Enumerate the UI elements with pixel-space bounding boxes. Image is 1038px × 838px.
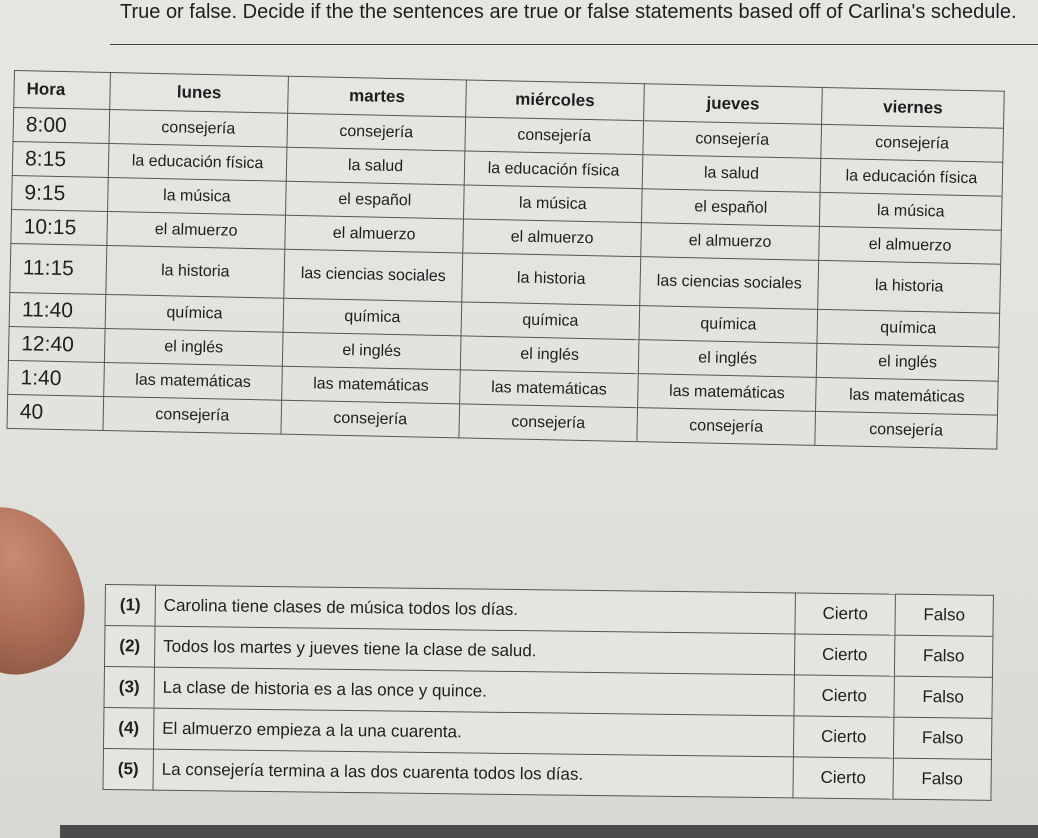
class-cell: el inglés [638, 340, 817, 378]
time-cell: 10:15 [11, 209, 108, 245]
questions-table [102, 584, 993, 801]
column-header: martes [288, 76, 467, 117]
class-cell: la música [819, 192, 1002, 230]
falso-option[interactable]: Falso [893, 717, 991, 759]
class-cell: el almuerzo [285, 215, 464, 253]
column-header: miércoles [466, 80, 645, 121]
class-cell: consejería [103, 396, 282, 434]
column-header: Hora [14, 71, 111, 110]
time-cell: 1:40 [8, 360, 105, 396]
class-cell: consejería [815, 411, 998, 449]
class-cell: la educación física [464, 151, 643, 189]
class-cell: la educación física [820, 158, 1003, 196]
class-cell: química [105, 294, 284, 332]
time-cell: 12:40 [8, 326, 105, 362]
time-cell: 8:00 [13, 108, 110, 144]
desk-edge [60, 825, 1038, 838]
column-header: viernes [822, 87, 1005, 128]
question-number: (3) [104, 666, 154, 708]
class-cell: la música [108, 177, 287, 215]
cierto-option[interactable]: Cierto [794, 634, 894, 676]
class-cell: consejería [465, 117, 644, 155]
class-cell: el inglés [104, 328, 283, 366]
class-cell: la historia [818, 260, 1001, 313]
class-cell: consejería [109, 110, 288, 148]
class-cell: el español [286, 181, 465, 219]
question-text: La clase de historia es a las once y quince. [154, 667, 794, 716]
class-cell: el español [641, 189, 820, 227]
question-text: Carolina tiene clases de música todos los días. [155, 585, 795, 634]
class-cell: las ciencias sociales [284, 249, 463, 302]
class-cell: el almuerzo [463, 219, 642, 257]
class-cell: la educación física [108, 144, 287, 182]
schedule-table [6, 70, 1004, 450]
cierto-option[interactable]: Cierto [795, 593, 895, 635]
falso-option[interactable]: Falso [895, 594, 993, 636]
time-cell: 8:15 [12, 141, 109, 177]
column-header: jueves [644, 84, 823, 125]
class-cell: las matemáticas [816, 377, 999, 415]
class-cell: las matemáticas [104, 362, 283, 400]
time-cell: 40 [7, 394, 104, 430]
class-cell: consejería [281, 400, 460, 438]
question-number: (2) [104, 626, 154, 668]
time-cell: 11:40 [9, 292, 106, 328]
falso-option[interactable]: Falso [894, 635, 992, 677]
cierto-option[interactable]: Cierto [793, 757, 893, 799]
class-cell: consejería [459, 404, 638, 442]
class-cell: consejería [643, 121, 822, 159]
question-text: Todos los martes y jueves tiene la clase de salud. [154, 626, 794, 675]
class-cell: la salud [286, 147, 465, 185]
class-cell: consejería [637, 408, 816, 446]
class-cell: la historia [462, 253, 641, 306]
class-cell: química [283, 298, 462, 336]
class-cell: las matemáticas [282, 366, 461, 404]
question-text: El almuerzo empieza a la una cuarenta. [153, 708, 793, 757]
class-cell: química [461, 302, 640, 340]
column-header: lunes [110, 73, 289, 114]
schedule-table-container [6, 70, 1003, 450]
class-cell: la música [463, 185, 642, 223]
class-cell: química [639, 306, 818, 344]
questions-table-container [102, 584, 992, 801]
cierto-option[interactable]: Cierto [794, 675, 894, 717]
time-cell: 11:15 [10, 243, 107, 294]
class-cell: química [817, 309, 1000, 347]
class-cell: el inglés [282, 332, 461, 370]
falso-option[interactable]: Falso [894, 676, 992, 718]
class-cell: el inglés [460, 336, 639, 374]
instructions-text: True or false. Decide if the the sentences are true or false statements based off of Carlina's schedule. [120, 1, 1017, 23]
header-divider [110, 44, 1038, 45]
falso-option[interactable]: Falso [893, 758, 991, 800]
class-cell: las matemáticas [460, 370, 639, 408]
class-cell: el inglés [816, 343, 999, 381]
class-cell: las ciencias sociales [640, 257, 819, 310]
class-cell: consejería [821, 124, 1004, 162]
cierto-option[interactable]: Cierto [793, 716, 893, 758]
class-cell: el almuerzo [819, 226, 1002, 264]
question-text: La consejería termina a las dos cuarenta todos los días. [153, 749, 793, 798]
class-cell: consejería [287, 113, 466, 151]
question-number: (4) [103, 707, 153, 749]
class-cell: el almuerzo [641, 223, 820, 261]
class-cell: la historia [106, 245, 285, 298]
question-number: (5) [103, 748, 153, 790]
question-number: (1) [105, 585, 155, 627]
time-cell: 9:15 [12, 175, 109, 211]
class-cell: el almuerzo [107, 211, 286, 249]
class-cell: las matemáticas [638, 374, 817, 412]
class-cell: la salud [642, 155, 821, 193]
